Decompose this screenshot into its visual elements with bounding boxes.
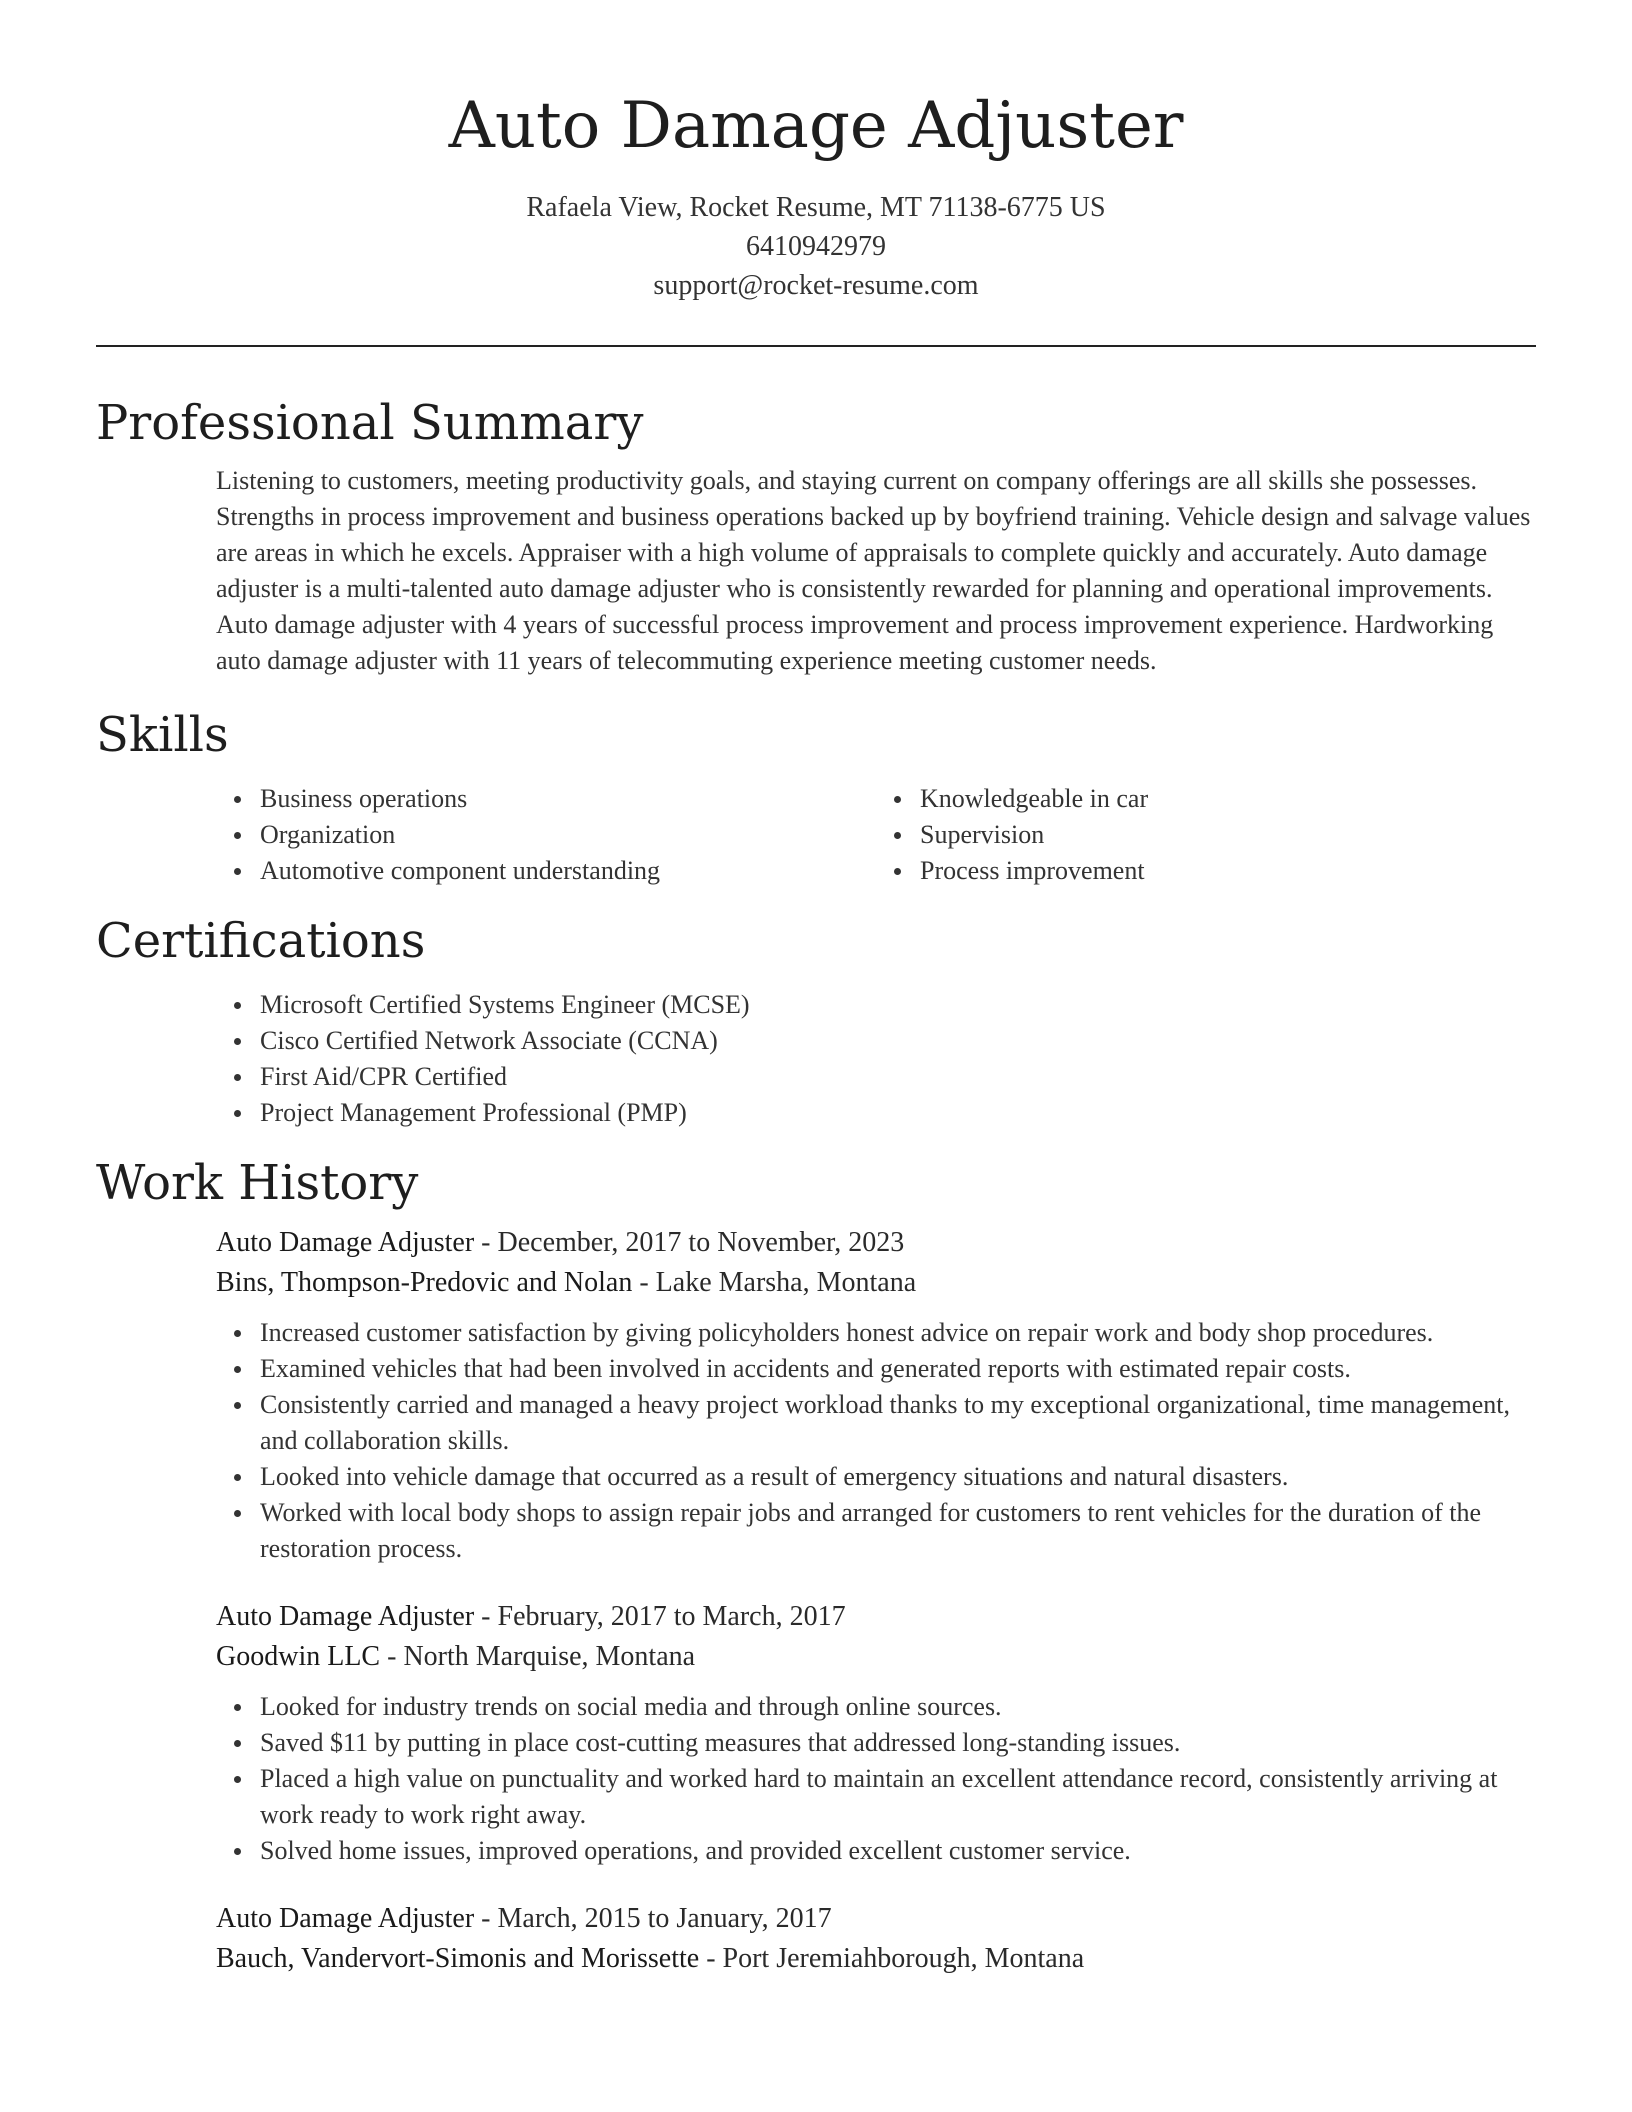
job-company-line: Goodwin LLC - North Marquise, Montana bbox=[216, 1641, 696, 1672]
job-location: Lake Marsha, Montana bbox=[655, 1267, 917, 1298]
job-company: Bins, Thompson-Predovic and Nolan bbox=[216, 1267, 633, 1298]
certification-item: Microsoft Certified Systems Engineer (MCSE) bbox=[260, 987, 1536, 1023]
job-dates: February, 2017 to March, 2017 bbox=[497, 1601, 846, 1632]
job-role: Auto Damage Adjuster bbox=[216, 1903, 475, 1934]
work-history-section bbox=[96, 1151, 1536, 1979]
job-bullet: Worked with local body shops to assign repair jobs and arranged for customers to rent vehicles for the duration of the restoration process. bbox=[260, 1495, 1536, 1567]
job-dates: March, 2015 to January, 2017 bbox=[497, 1903, 832, 1934]
job-company: Bauch, Vandervort-Simonis and Morissette bbox=[216, 1943, 700, 1974]
summary-text: Listening to customers, meeting productivity goals, and staying current on company offerings are all skills she possesses. Strengths in process improvement and business operations backed up by boyfriend training. Vehicle design and salvage values are areas in which he excels. Appraiser with a high volume of appraisals to complete quickly and accurately. Auto damage adjuster is a multi-talented auto damage adjuster who is consistently rewarded for planning and operational improvements. Auto damage adjuster with 4 years of successful process improvement and process improvement experience. Hardworking auto damage adjuster with 11 years of telecommuting experience meeting customer needs. bbox=[216, 466, 1531, 675]
skills-section bbox=[96, 703, 1536, 889]
certification-item: First Aid/CPR Certified bbox=[260, 1059, 1536, 1095]
skills-title: Skills bbox=[96, 707, 229, 763]
skills-body bbox=[96, 781, 1536, 889]
resume-header bbox=[96, 0, 1536, 305]
skill-item: Automotive component understanding bbox=[260, 853, 876, 889]
certification-item: Project Management Professional (PMP) bbox=[260, 1095, 1536, 1131]
job-company-line: Bauch, Vandervort-Simonis and Morissette - Port Jeremiahborough, Montana bbox=[216, 1943, 1085, 1974]
job-location: North Marquise, Montana bbox=[403, 1641, 696, 1672]
summary-section bbox=[96, 391, 1536, 679]
job-entry bbox=[216, 1223, 1536, 1567]
certifications-section bbox=[96, 909, 1536, 1131]
certifications-list bbox=[216, 987, 1536, 1131]
skills-list-left bbox=[216, 781, 876, 889]
job-title-line: Auto Damage Adjuster - December, 2017 to November, 2023 bbox=[216, 1227, 905, 1258]
work-history-body bbox=[96, 1223, 1536, 1979]
contact-block bbox=[96, 188, 1536, 305]
skill-item: Business operations bbox=[260, 781, 876, 817]
skill-item: Knowledgeable in car bbox=[920, 781, 1536, 817]
job-title-line: Auto Damage Adjuster - March, 2015 to January, 2017 bbox=[216, 1903, 832, 1934]
job-dates: December, 2017 to November, 2023 bbox=[497, 1227, 905, 1258]
job-entry bbox=[216, 1597, 1536, 1869]
job-bullet: Increased customer satisfaction by giving policyholders honest advice on repair work and body shop procedures. bbox=[260, 1315, 1536, 1351]
job-bullet: Looked for industry trends on social media and through online sources. bbox=[260, 1689, 1536, 1725]
work-history-title: Work History bbox=[96, 1155, 419, 1211]
header-divider bbox=[96, 345, 1536, 347]
certifications-title: Certifications bbox=[96, 913, 426, 969]
job-location: Port Jeremiahborough, Montana bbox=[722, 1943, 1085, 1974]
job-title-line: Auto Damage Adjuster - February, 2017 to March, 2017 bbox=[216, 1601, 846, 1632]
job-company-line: Bins, Thompson-Predovic and Nolan - Lake Marsha, Montana bbox=[216, 1267, 917, 1298]
skills-grid bbox=[216, 781, 1536, 889]
job-bullet: Saved $11 by putting in place cost-cutting measures that addressed long-standing issues. bbox=[260, 1725, 1536, 1761]
job-bullets bbox=[216, 1315, 1536, 1567]
skill-item: Supervision bbox=[920, 817, 1536, 853]
job-role: Auto Damage Adjuster bbox=[216, 1601, 475, 1632]
certifications-body bbox=[96, 987, 1536, 1131]
job-bullet: Examined vehicles that had been involved in accidents and generated reports with estimated repair costs. bbox=[260, 1351, 1536, 1387]
contact-email: support@rocket-resume.com bbox=[653, 270, 979, 301]
certification-item: Cisco Certified Network Associate (CCNA) bbox=[260, 1023, 1536, 1059]
job-company: Goodwin LLC bbox=[216, 1641, 381, 1672]
job-bullet: Looked into vehicle damage that occurred as a result of emergency situations and natural disasters. bbox=[260, 1459, 1536, 1495]
resume-name: Auto Damage Adjuster bbox=[448, 89, 1184, 163]
contact-address: Rafaela View, Rocket Resume, MT 71138-6775 US bbox=[526, 192, 1106, 223]
summary-title: Professional Summary bbox=[96, 395, 644, 451]
job-bullet: Consistently carried and managed a heavy project workload thanks to my exceptional organizational, time management, and collaboration skills. bbox=[260, 1387, 1536, 1459]
job-entry bbox=[216, 1899, 1536, 1979]
job-role: Auto Damage Adjuster bbox=[216, 1227, 475, 1258]
job-bullet: Placed a high value on punctuality and worked hard to maintain an excellent attendance record, consistently arriving at work ready to work right away. bbox=[260, 1761, 1536, 1833]
contact-phone: 6410942979 bbox=[746, 231, 886, 262]
skill-item: Organization bbox=[260, 817, 876, 853]
job-bullets bbox=[216, 1689, 1536, 1869]
skills-list-right bbox=[876, 781, 1536, 889]
skill-item: Process improvement bbox=[920, 853, 1536, 889]
job-bullet: Solved home issues, improved operations, and provided excellent customer service. bbox=[260, 1833, 1536, 1869]
